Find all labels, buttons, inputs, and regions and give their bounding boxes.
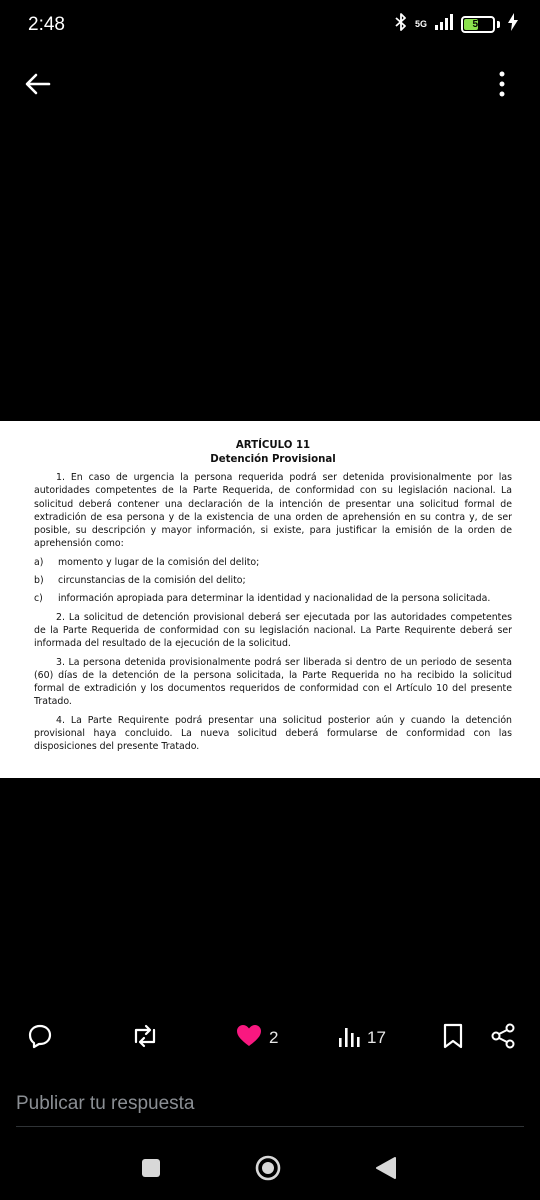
document-title: ARTÍCULO 11 (235, 440, 311, 451)
paragraph-2: 2. La solicitud de detención provisional deberá ser ejecutada por las autoridades competentes de la Parte Requerida de conformidad con su legislación nacional. La Parte Requirente deberá ser informada del resultado de la ejecución de la solicitud. (34, 611, 512, 650)
signal-icon (435, 14, 453, 35)
arrow-left-icon[interactable] (22, 68, 54, 100)
reply-button[interactable] (26, 1018, 54, 1058)
share-icon (490, 1023, 516, 1054)
reply-placeholder: Publicar tu respuesta (16, 1093, 195, 1114)
battery-icon (461, 16, 495, 33)
battery-percent: 51 (472, 19, 484, 30)
bookmark-icon (442, 1023, 464, 1054)
charging-bolt-icon (508, 13, 518, 36)
status-bar (0, 0, 540, 50)
like-count: 2 (269, 1028, 279, 1047)
heart-icon (236, 1024, 262, 1053)
share-button[interactable] (490, 1018, 516, 1058)
circle-home-icon[interactable] (253, 1151, 283, 1190)
list-item-text: momento y lugar de la comisión del delito; (58, 556, 260, 568)
views-count: 17 (367, 1028, 386, 1047)
status-icons (395, 13, 518, 36)
system-navigation-bar (0, 1140, 540, 1200)
list-item-text: circunstancias de la comisión del delito; (58, 575, 246, 587)
views-icon (338, 1024, 360, 1053)
list-item-label: a) (34, 556, 44, 568)
paragraph-3: 3. La persona detenida provisionalmente podrá ser liberada si dentro de un periodo de sesenta (60) días de la detención de la persona solicitada, la Parte Requerida no ha recibido la solicitud formal de extradición y los documentos requeridos de conformidad con el Artículo 10 del presente Tratado. (34, 656, 512, 708)
network-type: 5G (414, 19, 427, 29)
list-item-text: información apropiada para determinar la identidad y nacionalidad de la persona solicitada. (58, 593, 491, 605)
square-recents-icon[interactable] (140, 1151, 162, 1190)
document-image[interactable] (0, 421, 540, 778)
paragraph-1: 1. En caso de urgencia la persona requerida podrá ser detenida provisionalmente por las autoridades competentes de la Parte Requerida, de conformidad con su legislación nacional. La solicitud deberá contener una declaración de la intención de presentar una solicitud formal de extradición de esa persona y de la existencia de una orden de aprehensión en su contra y, de ser posible, su descripción y mayor información, si existe, para justificar la emisión de la orden de aprehensión como: (34, 472, 512, 550)
comment-icon (26, 1022, 54, 1055)
vertical-dots-icon[interactable] (486, 68, 518, 100)
bluetooth-icon (395, 13, 407, 36)
repost-button[interactable] (130, 1018, 160, 1058)
list-item (34, 556, 512, 569)
list-item-label: c) (34, 593, 43, 605)
battery-tip (497, 21, 500, 28)
tweet-action-bar (0, 1018, 540, 1058)
list-item (34, 574, 512, 587)
top-app-bar (0, 58, 540, 108)
like-button[interactable] (236, 1018, 278, 1058)
repost-icon (130, 1022, 160, 1055)
paragraph-4: 4. La Parte Requirente podrá presentar una solicitud posterior aún y cuando la detención provisional haya concluido. La nueva solicitud deberá formularse de conformidad con las disposiciones del presente Tratado. (34, 714, 512, 753)
list-item (34, 592, 512, 605)
document-subtitle: Detención Provisional (210, 454, 336, 465)
list-item-label: b) (34, 575, 44, 587)
views-button[interactable] (338, 1018, 386, 1058)
status-time: 2:48 (28, 14, 65, 35)
triangle-back-icon[interactable] (374, 1151, 398, 1190)
reply-input[interactable] (16, 1090, 524, 1127)
bookmark-button[interactable] (442, 1018, 464, 1058)
